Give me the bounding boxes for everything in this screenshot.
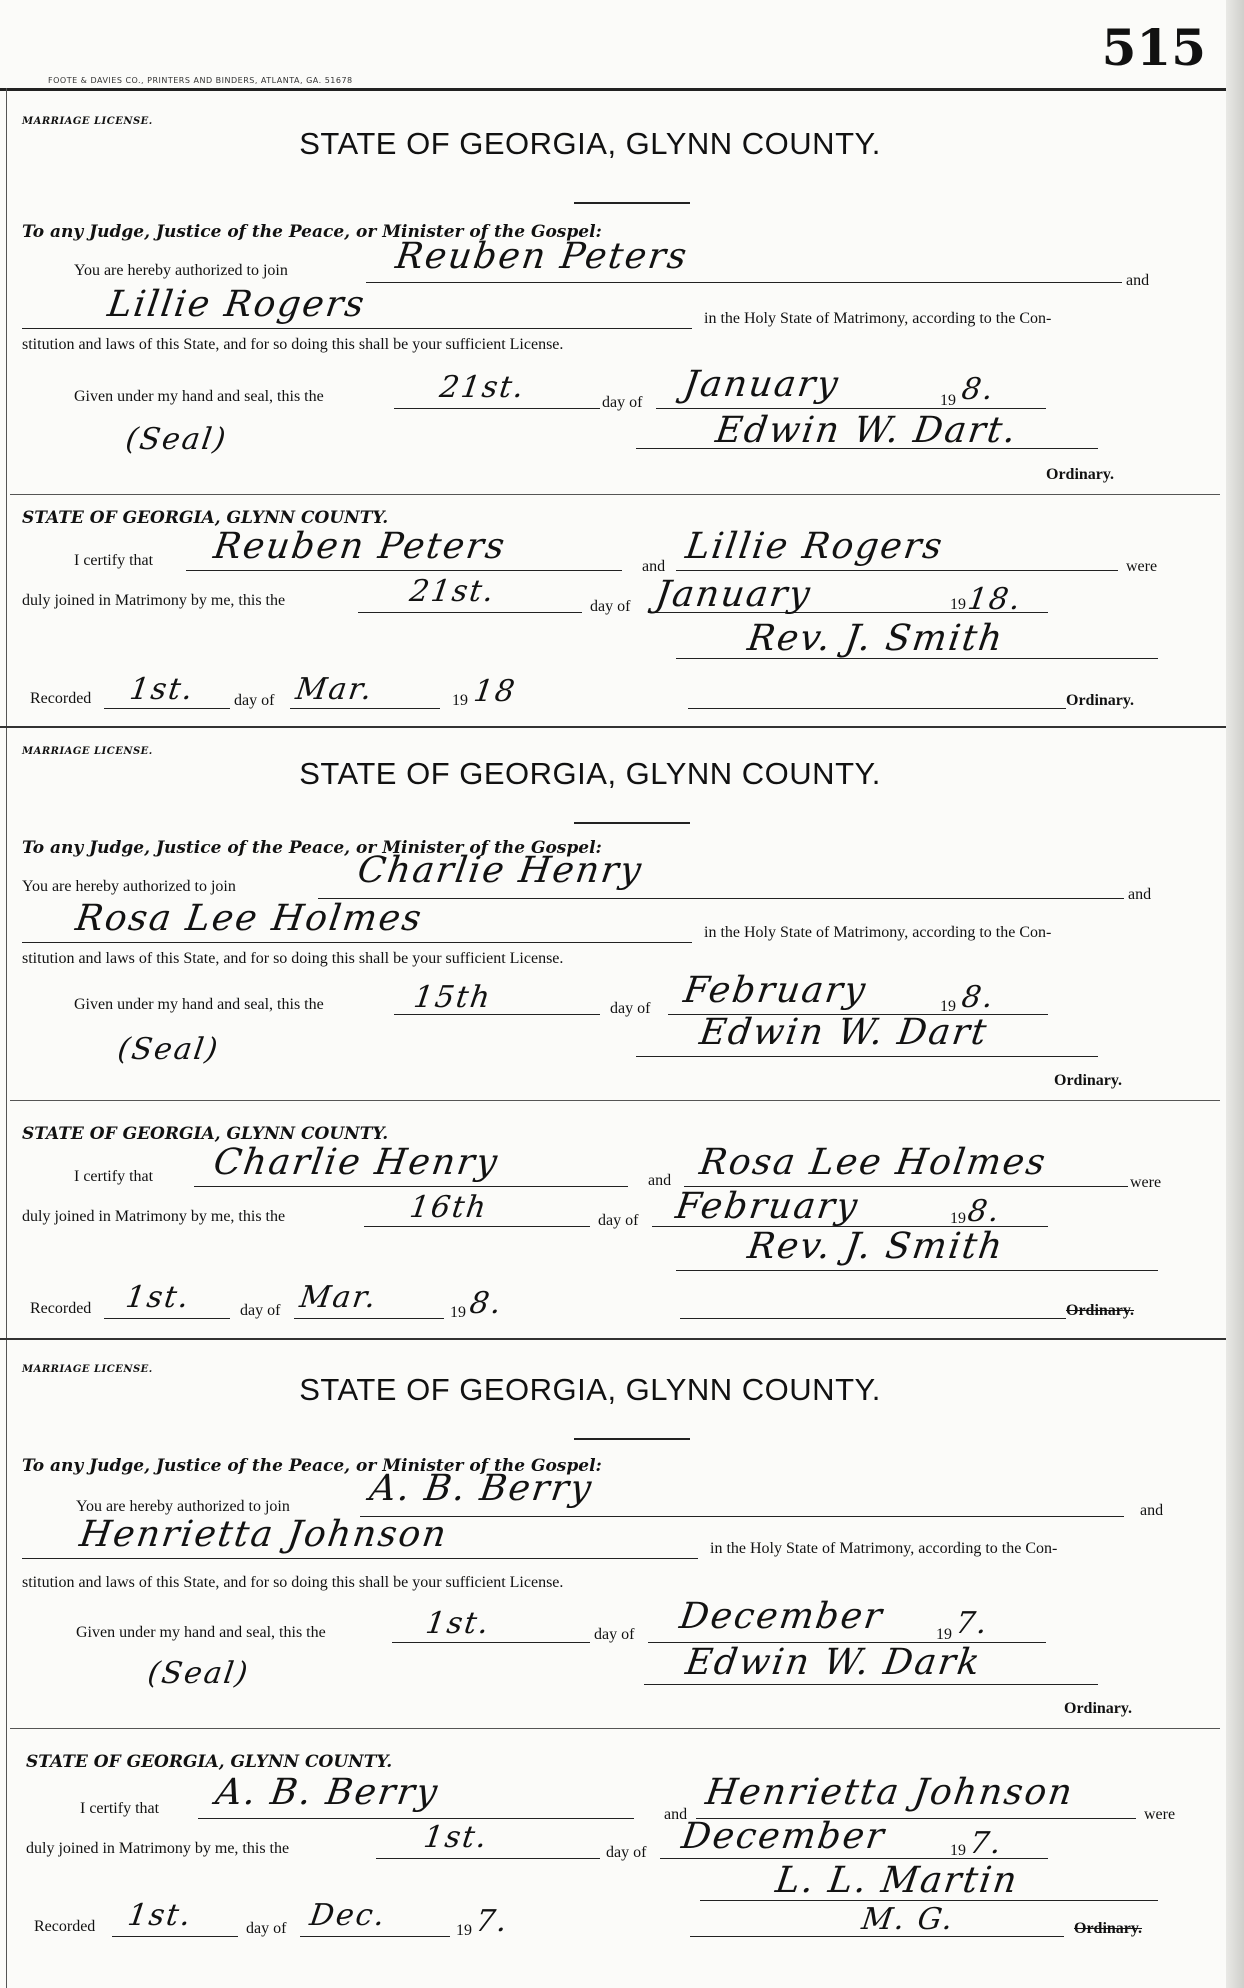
- cert-bride: Henrietta Johnson: [703, 1772, 1077, 1813]
- license-heading: STATE OF GEORGIA, GLYNN COUNTY.: [299, 1372, 881, 1407]
- ordinary-label: Ordinary.: [1046, 466, 1115, 483]
- recorded-day: 1st.: [125, 1898, 195, 1933]
- section-divider: [10, 1100, 1220, 1101]
- recorded-year: 8.: [467, 1286, 506, 1321]
- bride-line: [22, 328, 692, 329]
- recorded-text: Recorded: [34, 1918, 96, 1935]
- recorded-ordinary-line: [688, 708, 1066, 709]
- license-label: MARRIAGE LICENSE.: [22, 116, 153, 127]
- printer-imprint: FOOTE & DAVIES CO., PRINTERS AND BINDERS, ATLANTA, GA. 51678: [48, 76, 353, 85]
- given-text: Given under my hand and seal, this the: [74, 388, 324, 405]
- day-of-text: day of: [602, 394, 643, 411]
- section-divider: [10, 1728, 1220, 1729]
- recorded-day-line: [112, 1936, 238, 1937]
- ordinary-signature: Edwin W. Dart.: [713, 410, 1021, 451]
- officiant-signature: Rev. J. Smith: [745, 1226, 1007, 1267]
- married-month: February: [673, 1186, 862, 1227]
- cert-groom: Reuben Peters: [211, 526, 509, 567]
- groom-name: A. B. Berry: [367, 1468, 596, 1509]
- recorded-day-line: [104, 708, 230, 709]
- license-heading: STATE OF GEORGIA, GLYNN COUNTY.: [299, 126, 881, 161]
- and-text: and: [1140, 1502, 1164, 1519]
- recorded-ordinary-line: [680, 1318, 1066, 1319]
- groom-line: [360, 1516, 1124, 1517]
- certificate-heading: STATE OF GEORGIA, GLYNN COUNTY.: [22, 508, 389, 528]
- cert-groom: A. B. Berry: [213, 1772, 442, 1813]
- seal-mark: (Seal): [123, 422, 230, 457]
- recorded-day: 1st.: [123, 1280, 193, 1315]
- bride-name: Rosa Lee Holmes: [73, 898, 426, 939]
- ordinary-label: Ordinary.: [1054, 1072, 1123, 1089]
- license-day: 15th: [411, 980, 495, 1015]
- seal-mark: (Seal): [115, 1032, 222, 1067]
- license-year: 8.: [959, 372, 998, 407]
- certificate-heading: STATE OF GEORGIA, GLYNN COUNTY.: [26, 1752, 393, 1772]
- and-text: and: [1128, 886, 1152, 903]
- recorded-month: Dec.: [307, 1898, 389, 1933]
- left-margin-line: [6, 88, 7, 1988]
- certify-text: I certify that: [80, 1800, 160, 1817]
- license-month: December: [677, 1596, 887, 1637]
- officiant-title: M. G.: [859, 1902, 957, 1937]
- license-day: 21st.: [437, 370, 528, 405]
- page-edge: [1226, 0, 1244, 1988]
- license-address: To any Judge, Justice of the Peace, or Minister of the Gospel:: [22, 1456, 602, 1476]
- groom-line: [318, 898, 1124, 899]
- certify-text: I certify that: [74, 1168, 154, 1185]
- recorded-month-line: [300, 1936, 450, 1937]
- license-address: To any Judge, Justice of the Peace, or Minister of the Gospel:: [22, 838, 602, 858]
- holy-state-text: in the Holy State of Matrimony, according to the Con-: [704, 924, 1052, 941]
- recorded-day: 1st.: [127, 672, 197, 707]
- constitution-text: stitution and laws of this State, and for so doing this shall be your sufficient License.: [22, 1574, 564, 1591]
- recorded-text: Recorded: [30, 1300, 92, 1317]
- license-year: 8.: [959, 980, 998, 1015]
- cert-groom-line: [198, 1818, 634, 1819]
- license-day: 1st.: [423, 1606, 493, 1641]
- heading-rule: [574, 822, 690, 824]
- ordinary-signature-line: [636, 1056, 1098, 1057]
- groom-name: Charlie Henry: [355, 850, 646, 891]
- license-label: MARRIAGE LICENSE.: [22, 1364, 153, 1375]
- holy-state-text: in the Holy State of Matrimony, according to the Con-: [710, 1540, 1058, 1557]
- married-year: 8.: [965, 1194, 1004, 1229]
- authorized-text: You are hereby authorized to join: [76, 1498, 290, 1515]
- license-address: To any Judge, Justice of the Peace, or Minister of the Gospel:: [22, 222, 602, 242]
- married-month: December: [679, 1816, 889, 1857]
- recorded-month-line: [290, 708, 440, 709]
- license-day-line: [392, 1642, 590, 1643]
- register-page: 515 FOOTE & DAVIES CO., PRINTERS AND BINDERS, ATLANTA, GA. 51678 MARRIAGE LICENSE. STATE OF GEORGIA, GLYNN COUNTY. To any Judge, Justice of the Peace, or Minister of the Gospel: You are hereby authorized to join Reuben Peters and Lillie Rogers in the Holy State of Matrimony, according to the Con- stitution and laws of this State, and for so doing this shall be your sufficient License. Given under my hand and seal, this the 21st. day of January 19 8. (Seal) Edwin W. Dart. Ordinary. STATE OF GEORGIA, GLYNN COUNTY. I certify that Reuben Peters and Lillie Rogers were duly joined in Matrimony by me, this the 21st. day of January 19 18. Rev. J. Smith Recorded 1st. day of Mar. 19 18 Ordinary. MARRIAGE LICENSE. STATE OF GEORGIA, GLYNN COUNTY. To any Judge, Justice of the Peace, or Minister of the Gospel: You are hereby authorized to join Charlie Henry and Rosa Lee Holmes in the Holy State of Matrimony, according to the Con- stitution and laws of this State, and for so doing this shall be your sufficient License. Given under my hand and seal, this the 15th day of February 19 8. (Seal) Edwin W. Dart Ordinary. STATE OF GEORGIA, GLYNN COUNTY. I certify that Charlie Henry and Rosa Lee Holmes were duly joined in Matrimony by me, this the 16th day of February 19 8. Rev. J. Smith Recorded 1st. day of Mar. 19 8. Ordinary. MARRIAGE LICENSE. STATE OF GEORGIA, GLYNN COUNTY. To any Judge, Justice of the Peace, or Minister of the Gospel: You are hereby authorized to join A. B. Berry and Henrietta Johnson in the Holy State of Matrimony, according to the Con- stitution and laws of this State, and for so doing this shall be your sufficient License. Given under my hand and seal, this the 1st. day of December 19 7. (Seal) Edwin W. Dark Ordinary. STATE OF GEORGIA, GLYNN COUNTY. I certify that A. B. Berry and Henrietta Johnson were duly joined in Matrimony by me, this the 1st. day of December 19 7. L. L. Martin Recorded 1st. day of Dec. 19 7. M. G. Ordinary.: [0, 0, 1244, 1988]
- married-day-of-text: day of: [606, 1844, 647, 1861]
- record-divider: [0, 726, 1226, 728]
- cert-groom: Charlie Henry: [211, 1142, 502, 1183]
- duly-joined-text: duly joined in Matrimony by me, this the: [22, 592, 286, 609]
- record-divider: [0, 1338, 1226, 1340]
- married-day: 21st.: [407, 574, 498, 609]
- recorded-year: 7.: [473, 1904, 512, 1939]
- recorded-day-of-text: day of: [234, 692, 275, 709]
- ordinary-signature: Edwin W. Dark: [683, 1642, 985, 1683]
- license-heading: STATE OF GEORGIA, GLYNN COUNTY.: [299, 756, 881, 791]
- were-text: were: [1126, 558, 1158, 575]
- authorized-text: You are hereby authorized to join: [22, 878, 236, 895]
- authorized-text: You are hereby authorized to join: [74, 262, 288, 279]
- and-text: and: [1126, 272, 1150, 289]
- cert-and-text: and: [642, 558, 666, 575]
- married-day: 1st.: [421, 1820, 491, 1855]
- page-number: 515: [1101, 18, 1206, 77]
- recorded-day-line: [104, 1318, 230, 1319]
- recorded-ordinary-label: Ordinary.: [1066, 692, 1135, 709]
- license-month-line: [656, 408, 1046, 409]
- recorded-ordinary-label: Ordinary.: [1074, 1920, 1143, 1937]
- cert-bride-line: [676, 570, 1118, 571]
- married-day-of-text: day of: [598, 1212, 639, 1229]
- recorded-day-of-text: day of: [246, 1920, 287, 1937]
- constitution-text: stitution and laws of this State, and for so doing this shall be your sufficient License.: [22, 336, 564, 353]
- day-of-text: day of: [594, 1626, 635, 1643]
- recorded-month: Mar.: [297, 1280, 380, 1315]
- recorded-month: Mar.: [293, 672, 376, 707]
- recorded-year: 18: [471, 674, 519, 709]
- recorded-month-line: [294, 1318, 444, 1319]
- license-month: January: [681, 364, 843, 405]
- ordinary-signature: Edwin W. Dart: [697, 1012, 991, 1053]
- married-year: 18.: [965, 582, 1025, 617]
- bride-name: Lillie Rogers: [105, 284, 369, 325]
- cert-groom-line: [194, 1186, 628, 1187]
- married-day-line: [358, 612, 582, 613]
- certify-text: I certify that: [74, 552, 154, 569]
- heading-rule: [574, 1438, 690, 1440]
- were-text: were: [1144, 1806, 1176, 1823]
- license-label: MARRIAGE LICENSE.: [22, 746, 153, 757]
- license-year: 7.: [953, 1606, 992, 1641]
- ordinary-label: Ordinary.: [1064, 1700, 1133, 1717]
- duly-joined-text: duly joined in Matrimony by me, this the: [26, 1840, 290, 1857]
- married-month: January: [653, 574, 815, 615]
- license-month: February: [681, 970, 870, 1011]
- day-of-text: day of: [610, 1000, 651, 1017]
- given-text: Given under my hand and seal, this the: [76, 1624, 326, 1641]
- married-day: 16th: [407, 1190, 491, 1225]
- section-divider: [10, 494, 1220, 495]
- ordinary-signature-line: [644, 1684, 1098, 1685]
- holy-state-text: in the Holy State of Matrimony, according to the Con-: [704, 310, 1052, 327]
- married-year: 7.: [967, 1826, 1006, 1861]
- cert-bride: Lillie Rogers: [683, 526, 947, 567]
- recorded-text: Recorded: [30, 690, 92, 707]
- license-day-line: [394, 408, 600, 409]
- constitution-text: stitution and laws of this State, and for so doing this shall be your sufficient License.: [22, 950, 564, 967]
- certificate-heading: STATE OF GEORGIA, GLYNN COUNTY.: [22, 1124, 389, 1144]
- married-day-line: [376, 1858, 600, 1859]
- recorded-ordinary-label: Ordinary.: [1066, 1302, 1135, 1319]
- officiant-line: [676, 1270, 1158, 1271]
- married-day-line: [364, 1226, 590, 1227]
- bride-line: [22, 1558, 698, 1559]
- officiant-signature: L. L. Martin: [773, 1860, 1022, 1901]
- cert-groom-line: [186, 570, 622, 571]
- duly-joined-text: duly joined in Matrimony by me, this the: [22, 1208, 286, 1225]
- groom-name: Reuben Peters: [393, 236, 691, 277]
- cert-and-text: and: [664, 1806, 688, 1823]
- cert-bride: Rosa Lee Holmes: [697, 1142, 1050, 1183]
- seal-mark: (Seal): [145, 1656, 252, 1691]
- given-text: Given under my hand and seal, this the: [74, 996, 324, 1013]
- bride-name: Henrietta Johnson: [77, 1514, 451, 1555]
- groom-line: [366, 282, 1122, 283]
- heading-rule: [574, 202, 690, 204]
- bride-line: [22, 942, 692, 943]
- cert-and-text: and: [648, 1172, 672, 1189]
- married-day-of-text: day of: [590, 598, 631, 615]
- top-rule: [0, 88, 1226, 91]
- recorded-day-of-text: day of: [240, 1302, 281, 1319]
- were-text: were: [1130, 1174, 1162, 1191]
- officiant-signature: Rev. J. Smith: [745, 618, 1007, 659]
